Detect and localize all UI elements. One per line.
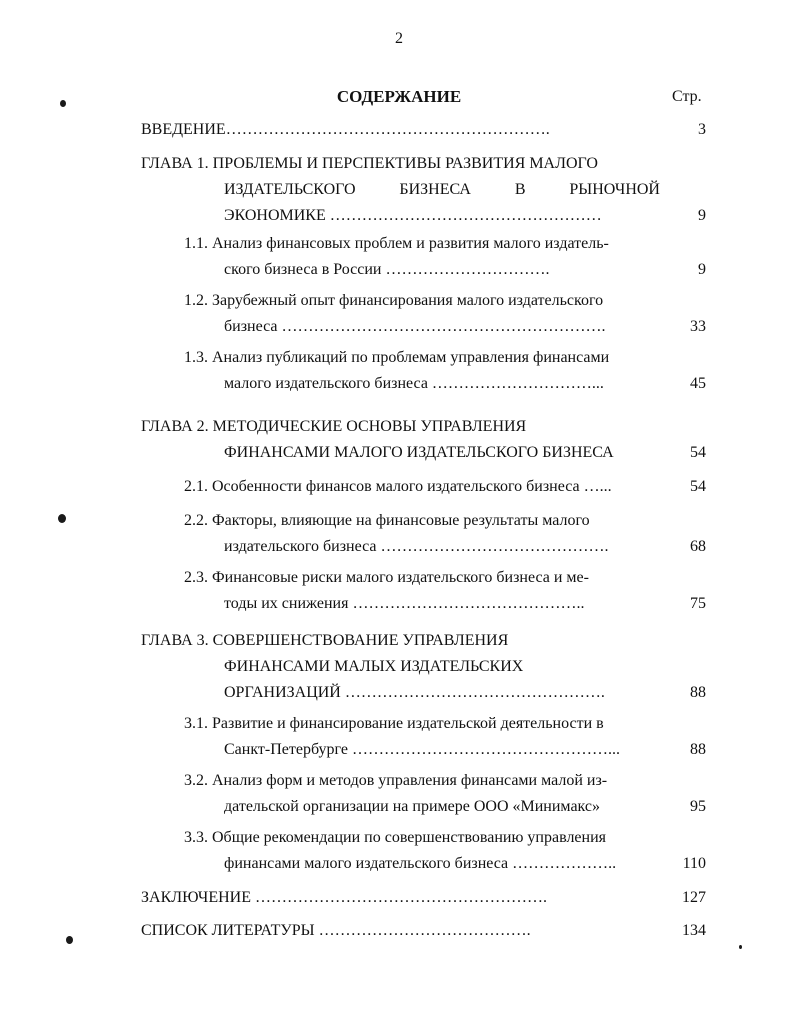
scan-speck [60, 100, 66, 107]
toc-word: РЫНОЧНОЙ [569, 181, 660, 198]
toc-section-2-1 [184, 477, 612, 497]
toc-leader-dots: …………………………………………. [344, 684, 605, 701]
toc-section-1-1-line1: 1.1. Анализ финансовых проблем и развития малого издатель- [184, 235, 609, 252]
toc-chapter-1-page: 9 [698, 207, 706, 224]
toc-word: БИЗНЕСА [399, 181, 471, 198]
toc-leader-dots: …………………………. [385, 261, 550, 278]
toc-section-1-1-line2 [224, 260, 550, 280]
toc-section-3-2-page: 95 [690, 798, 706, 815]
toc-leader-dots: ……………………………………………………. [281, 318, 606, 335]
toc-chapter-1-line3 [224, 206, 602, 226]
toc-section-1-3-line1: 1.3. Анализ публикаций по проблемам управления финансами [184, 349, 610, 366]
scan-speck [58, 514, 66, 523]
page-column-header: Стр. [672, 88, 702, 105]
toc-section-1-2-line2 [224, 317, 605, 337]
toc-section-3-2-line1: 3.2. Анализ форм и методов управления финансами малой из- [184, 772, 608, 789]
toc-chapter-1-line1: ГЛАВА 1. ПРОБЛЕМЫ И ПЕРСПЕКТИВЫ РАЗВИТИЯ МАЛОГО [141, 155, 598, 172]
toc-section-2-2-line2 [224, 537, 609, 557]
toc-section-2-3-line2 [224, 594, 584, 614]
toc-leader-dots: …………………………………………… [329, 207, 602, 224]
toc-leader-dots: …………………………………….. [352, 595, 585, 612]
toc-leader-dots: ……………….. [512, 855, 617, 872]
toc-section-1-3-page: 45 [690, 375, 706, 392]
toc-chapter-1-line2 [224, 180, 660, 200]
toc-section-3-3-page: 110 [682, 855, 706, 872]
toc-section-3-3-line1: 3.3. Общие рекомендации по совершенствованию управления [184, 829, 607, 846]
scan-speck [739, 945, 742, 949]
toc-chapter-2-line2: ФИНАНСАМИ МАЛОГО ИЗДАТЕЛЬСКОГО БИЗНЕСА [224, 444, 614, 461]
toc-leader-dots: …………………………………. [318, 922, 531, 939]
toc-section-2-1-page: 54 [690, 478, 706, 495]
toc-section-3-2-line2: дательской организации на примере ООО «Минимакс» [224, 798, 601, 815]
toc-section-3-1-title-end: Санкт-Петербурге [224, 741, 348, 758]
toc-section-1-3-title-end: малого издательского бизнеса [224, 375, 428, 392]
toc-leader-dots: …... [583, 478, 612, 495]
toc-leader-dots: …………………………... [431, 375, 604, 392]
toc-leader-dots: ……………………………………………………. [225, 121, 550, 138]
page-number: 2 [395, 30, 403, 47]
toc-section-2-3-title-end: тоды их снижения [224, 595, 349, 612]
toc-chapter-3-line1: ГЛАВА 3. СОВЕРШЕНСТВОВАНИЕ УПРАВЛЕНИЯ [141, 632, 509, 649]
toc-intro [141, 120, 550, 140]
toc-chapter-3-line3 [224, 683, 605, 703]
toc-bibliography-title: СПИСОК ЛИТЕРАТУРЫ [141, 922, 315, 939]
toc-section-1-1-title-end: ского бизнеса в России [224, 261, 382, 278]
toc-chapter-3-title-end: ОРГАНИЗАЦИЙ [224, 684, 341, 701]
toc-chapter-3-line2: ФИНАНСАМИ МАЛЫХ ИЗДАТЕЛЬСКИХ [224, 658, 524, 675]
toc-bibliography [141, 921, 531, 941]
toc-conclusion-title: ЗАКЛЮЧЕНИЕ [141, 889, 251, 906]
toc-chapter-1-title-end: ЭКОНОМИКЕ [224, 207, 326, 224]
toc-section-1-2-page: 33 [690, 318, 706, 335]
toc-section-1-1-page: 9 [698, 261, 706, 278]
toc-section-2-3-page: 75 [690, 595, 706, 612]
toc-intro-page: 3 [698, 121, 706, 138]
toc-leader-dots: ……………………………………. [380, 538, 609, 555]
toc-section-2-1-title: 2.1. Особенности финансов малого издательского бизнеса [184, 478, 580, 495]
toc-section-1-2-title-end: бизнеса [224, 318, 278, 335]
toc-section-3-1-page: 88 [690, 741, 706, 758]
toc-leader-dots: …………………………………………... [351, 741, 620, 758]
toc-section-2-2-title-end: издательского бизнеса [224, 538, 377, 555]
toc-word: ИЗДАТЕЛЬСКОГО [224, 181, 356, 198]
toc-section-1-3-line2 [224, 374, 604, 394]
toc-section-2-2-page: 68 [690, 538, 706, 555]
toc-section-3-3-title-end: финансами малого издательского бизнеса [224, 855, 509, 872]
scan-speck [66, 936, 73, 944]
toc-bibliography-page: 134 [682, 922, 706, 939]
toc-section-1-2-line1: 1.2. Зарубежный опыт финансирования малого издательского [184, 292, 604, 309]
toc-section-2-2-line1: 2.2. Факторы, влияющие на финансовые результаты малого [184, 512, 590, 529]
toc-conclusion [141, 888, 547, 908]
toc-section-3-1-line1: 3.1. Развитие и финансирование издательской деятельности в [184, 715, 604, 732]
toc-leader-dots: ………………………………………………. [254, 889, 547, 906]
toc-chapter-2-line1: ГЛАВА 2. МЕТОДИЧЕСКИЕ ОСНОВЫ УПРАВЛЕНИЯ [141, 418, 527, 435]
toc-section-3-3-line2 [224, 854, 616, 874]
toc-section-2-3-line1: 2.3. Финансовые риски малого издательского бизнеса и ме- [184, 569, 589, 586]
toc-chapter-2-page: 54 [690, 444, 706, 461]
page-title: СОДЕРЖАНИЕ [336, 87, 462, 106]
toc-word: В [514, 181, 526, 198]
toc-intro-title: ВВЕДЕНИЕ [141, 121, 226, 138]
toc-conclusion-page: 127 [682, 889, 706, 906]
toc-section-3-1-line2 [224, 740, 620, 760]
toc-chapter-3-page: 88 [690, 684, 706, 701]
